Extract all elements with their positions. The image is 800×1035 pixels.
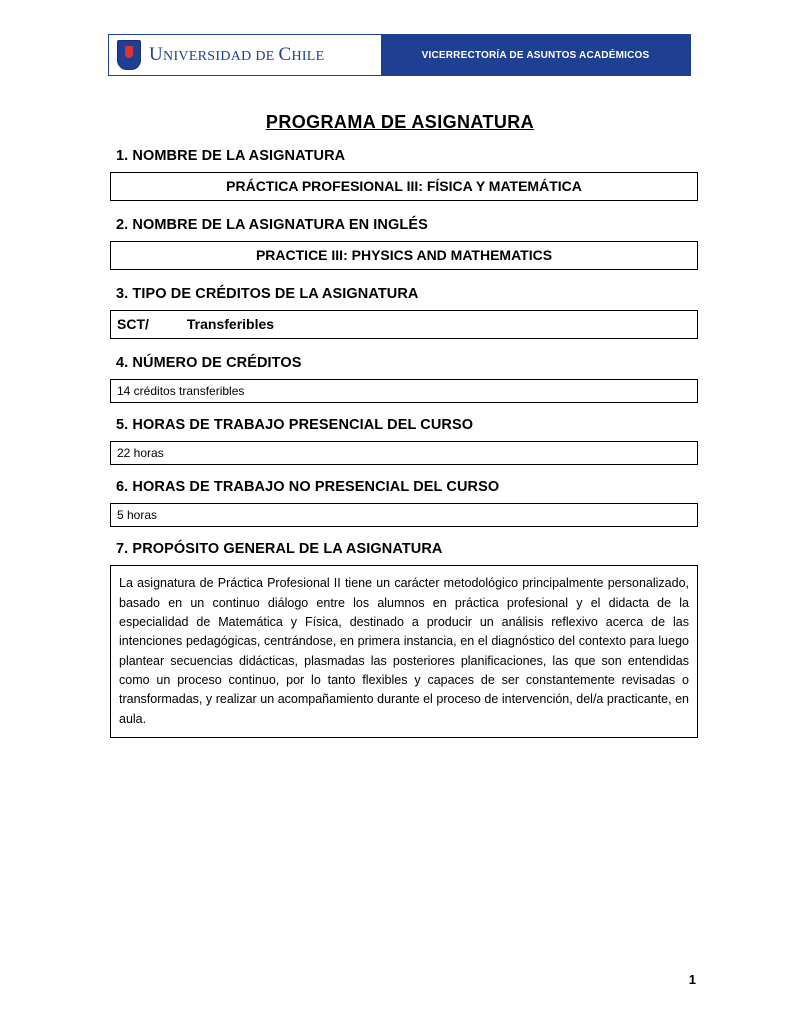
credit-type-label: SCT/ — [117, 315, 149, 332]
office-title: VICERRECTORÍA DE ASUNTOS ACADÉMICOS — [421, 49, 650, 61]
section-value-7: La asignatura de Práctica Profesional II tiene un carácter metodológico principalmente personalizado, basado en un continuo diálogo entre los alumnos en práctica profesional y el didacta de la especialidad de Matemática y Física, destinado a producir un análisis reflexivo acerca de las intenciones pedagógicas, centrándose, en primera instancia, en el diagnóstico del contexto para luego plantear secuencias didácticas, plasmadas las posteriores planificaciones, las que son entendidas como un proceso continuo, por lo tanto flexibles y capaces de ser constantemente revisadas o transformadas, y realizar un acompañamiento durante el proceso de intervención, del/a practicante, en aula. — [110, 565, 698, 738]
header-banner — [108, 34, 691, 76]
section-heading-2: 2. NOMBRE DE LA ASIGNATURA EN INGLÉS — [116, 216, 428, 233]
university-name-initial-u: U — [149, 44, 164, 65]
section-heading-3: 3. TIPO DE CRÉDITOS DE LA ASIGNATURA — [116, 285, 419, 302]
section-value-4: 14 créditos transferibles — [110, 379, 698, 403]
page-title: PROGRAMA DE ASIGNATURA — [265, 112, 535, 132]
university-logo-block — [109, 35, 381, 75]
section-value-6: 5 horas — [110, 503, 698, 527]
shield-icon — [117, 40, 141, 70]
section-value-5: 22 horas — [110, 441, 698, 465]
section-heading-1: 1. NOMBRE DE LA ASIGNATURA — [116, 148, 346, 164]
section-value-2: PRACTICE III: PHYSICS AND MATHEMATICS — [110, 241, 698, 270]
university-name-universidad-de: NIVERSIDAD DE — [163, 49, 279, 64]
section-heading-7: 7. PROPÓSITO GENERAL DE LA ASIGNATURA — [116, 541, 443, 558]
section-value-1: PRÁCTICA PROFESIONAL III: FÍSICA Y MATEMÁTICA — [110, 172, 698, 201]
section-value-3 — [110, 310, 698, 339]
section-heading-5: 5. HORAS DE TRABAJO PRESENCIAL DEL CURSO — [116, 416, 474, 433]
document-body — [110, 148, 698, 752]
university-name — [149, 44, 325, 66]
university-name-initial-c: C — [278, 44, 292, 65]
page-number: 1 — [688, 972, 696, 987]
credit-type-value: Transferibles — [186, 315, 275, 332]
section-heading-4: 4. NÚMERO DE CRÉDITOS — [116, 354, 302, 371]
section-heading-6: 6. HORAS DE TRABAJO NO PRESENCIAL DEL CURSO — [116, 479, 500, 496]
university-name-hile: HILE — [291, 49, 325, 64]
